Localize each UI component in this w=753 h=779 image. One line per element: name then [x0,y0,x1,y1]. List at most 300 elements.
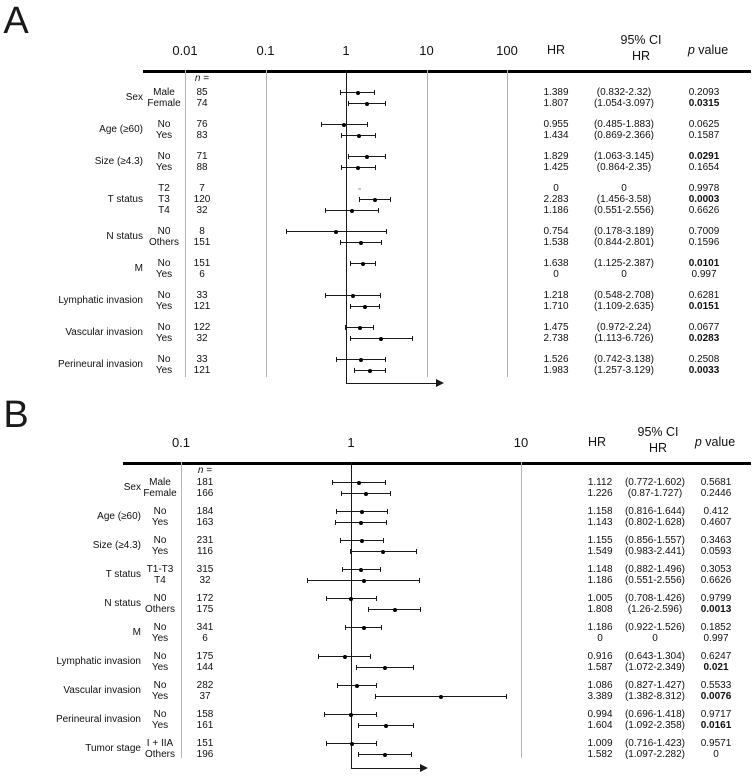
p-value: 0.1587 [688,129,720,141]
ci-cap-right [413,665,414,670]
ci-cap-right [419,578,420,583]
p-value: 0.0291 [688,150,720,162]
level-label: Male [149,476,171,488]
zero-hr-speck [358,188,361,190]
level-label: Yes [151,545,169,557]
p-value: 0.6247 [700,650,732,662]
hr-value: 1.158 [587,505,613,517]
ci-value: 0 [621,268,627,280]
p-value: 0.0315 [688,97,720,109]
p-value: 0.9571 [700,737,732,749]
n-value: 116 [197,545,213,557]
hr-value: 1.526 [543,353,569,365]
axis-tick-label: 1 [342,42,350,58]
ci-value: (0.844-2.801) [593,236,655,248]
p-value: 0.0101 [688,257,720,269]
hr-value: 2.283 [543,193,569,205]
n-value: 88 [196,161,208,173]
n-value: 122 [193,321,211,333]
hr-value: 1.218 [543,289,569,301]
ci-value: (0.832-2.32) [596,86,652,98]
hr-value: 1.186 [543,204,569,216]
ci-cap-left [350,261,351,266]
ci-value: (0.864-2.35) [596,161,652,173]
ci-cap-right [385,480,386,485]
ci-cap-left [350,304,351,309]
level-label: Others [144,748,175,760]
ci-value: (0.485-1.883) [593,118,655,130]
ci-value: (1.113-6.726) [594,332,654,344]
level-label: No [153,534,167,546]
hr-marker [349,713,353,717]
hr-marker [334,230,338,234]
ci-cap-right [416,549,417,554]
p-value: 0.997 [691,268,717,280]
n-value: 83 [196,129,208,141]
level-label: No [153,679,167,691]
hr-marker [360,510,364,514]
ci-value: (0.643-1.304) [624,650,686,662]
p-value: 0.9978 [688,182,720,194]
n-value: 144 [196,661,214,673]
level-label: Yes [155,129,173,141]
ci-value: (1.456-3.58) [596,193,652,205]
p-value: 0.2093 [688,86,720,98]
group-label: Vascular invasion [63,685,141,696]
hr-value: 1.186 [587,574,613,586]
ci-value: (0.87-1.727) [627,487,683,499]
axis-tick-label: 0.1 [171,434,191,450]
n-value: 172 [196,592,214,604]
ci-cap-left [368,607,369,612]
group-label: T status [105,569,141,580]
n-value: 181 [196,476,214,488]
ci-cap-right [390,197,391,202]
hr-marker [361,262,365,266]
hr-marker [362,626,366,630]
hr-marker [383,753,387,757]
p-value: 0.0003 [688,193,720,205]
ci-value: (0.869-2.366) [593,129,655,141]
n-value: 151 [193,257,211,269]
p-value: 0.0013 [700,603,732,615]
p-value: 0.0151 [688,300,720,312]
header-p-value-rest-part: value [701,434,736,449]
ci-cap-right [374,90,375,95]
ci-value: (1.063-3.145) [593,150,655,162]
group-label: Lymphatic invasion [58,295,143,306]
ci-value: (1.125-2.387) [593,257,655,269]
hr-value: 1.186 [587,621,613,633]
group-label: Perineural invasion [55,714,141,725]
p-value: 0.1596 [688,236,720,248]
hr-marker [439,695,443,699]
n-value: 175 [196,650,214,662]
p-value: 0.5533 [700,679,732,691]
hr-value: 1.155 [587,534,613,546]
ci-value: (0.802-1.628) [624,516,686,528]
ci-cap-right [506,694,507,699]
ci-cap-left [358,723,359,728]
hr-marker [393,608,397,612]
p-value: 0.9799 [700,592,732,604]
header-ci-line1: 95% CI [620,32,662,47]
hr-marker [384,724,388,728]
p-value: 0.6626 [688,204,720,216]
hr-value: 1.425 [543,161,569,173]
hr-marker [360,539,364,543]
ci-cap-right [385,101,386,106]
gridline [507,70,508,377]
level-label: No [157,257,171,269]
group-label: Vascular invasion [65,327,143,338]
header-p-value-italic-part: p [694,434,702,449]
ci-cap-left [356,665,357,670]
hr-value: 1.638 [543,257,569,269]
header-p-value [663,42,753,59]
hr-marker [359,568,363,572]
ci-cap-left [348,101,349,106]
ci-cap-left [336,357,337,362]
hr-value: 1.005 [587,592,613,604]
hr-marker [362,579,366,583]
p-value: 0.0625 [688,118,720,130]
level-label: T3 [158,193,170,205]
n-value: 76 [196,118,208,130]
n-value: 175 [196,603,214,615]
level-label: No [157,150,171,162]
p-value: 0.997 [703,632,729,644]
hr-value: 3.389 [587,690,613,702]
header-ci-line1: 95% CI [637,424,679,439]
hr-marker [357,481,361,485]
level-label: N0 [157,225,171,237]
ci-cap-left [350,336,351,341]
hr-marker [365,155,369,159]
level-label: I + IIA [146,737,174,749]
ci-value: (0.716-1.423) [624,737,686,749]
p-value: 0.0283 [688,332,720,344]
n-value: 6 [199,268,205,280]
hr-value: 1.808 [587,603,613,615]
level-label: Yes [151,632,169,644]
hr-marker [359,521,363,525]
ci-value: (0.708-1.426) [624,592,686,604]
ci-cap-left [348,154,349,159]
group-label: Sex [123,482,141,493]
ci-cap-right [386,520,387,525]
ci-cap-right [375,133,376,138]
gridline [266,70,267,377]
ci-cap-right [381,240,382,245]
n-value: 196 [196,748,214,760]
ci-cap-left [326,596,327,601]
p-value: 0.0076 [700,690,732,702]
group-label: Lymphatic invasion [56,656,141,667]
n-value: 282 [196,679,214,691]
level-label: No [153,708,167,720]
hr-marker [358,326,362,330]
p-value: 0.0677 [688,321,720,333]
ci-cap-right [375,165,376,170]
ci-cap-left [341,491,342,496]
hr-value: 1.086 [587,679,613,691]
ci-cap-right [386,229,387,234]
ci-cap-right [367,122,368,127]
level-label: T4 [158,204,170,216]
ci-value: (0.816-1.644) [624,505,686,517]
header-p-value-italic-part: p [687,42,695,57]
ci-value: (0.696-1.418) [624,708,686,720]
level-label: Others [144,603,175,615]
ci-cap-left [354,368,355,373]
gridline [427,70,428,377]
hr-value: 1.143 [587,516,613,528]
hr-marker [379,337,383,341]
ci-cap-left [321,122,322,127]
hr-value: 1.475 [543,321,569,333]
n-value: 32 [199,574,211,586]
ci-cap-right [390,491,391,496]
p-value: 0.1654 [688,161,720,173]
hr-marker [363,305,367,309]
ci-cap-right [385,357,386,362]
hr-value: 1.389 [543,86,569,98]
ci-cap-right [412,336,413,341]
ci-cap-left [335,520,336,525]
n-value: 120 [193,193,211,205]
ci-value: (1.382-8.312) [624,690,686,702]
group-label: Perineural invasion [57,359,143,370]
ci-cap-left [325,208,326,213]
ci-cap-left [358,752,359,757]
hr-value: 1.226 [587,487,613,499]
level-label: Female [147,97,181,109]
group-label: N status [104,598,141,609]
ci-cap-right [385,368,386,373]
ci-value: (0.827-1.427) [624,679,686,691]
group-label: N status [106,231,143,242]
hr-value: 1.807 [543,97,569,109]
n-value: 121 [193,364,211,376]
level-label: Yes [155,332,173,344]
p-value: 0.4607 [700,516,732,528]
n-equals-label-italic-part: n [197,465,204,476]
ci-cap-right [379,304,380,309]
level-label: No [157,353,171,365]
axis-tick-label: 10 [513,434,529,450]
n-value: 33 [196,353,208,365]
hr-value: 0.994 [587,708,613,720]
ci-cap-left [340,538,341,543]
reference-line [351,462,352,768]
hr-marker [342,123,346,127]
group-label: T status [107,193,143,205]
hr-marker [356,166,360,170]
level-label: Others [148,236,179,248]
level-label: T4 [154,574,166,586]
n-value: 184 [196,505,214,517]
ci-cap-left [286,229,287,234]
ci-cap-left [375,694,376,699]
ci-cap-left [340,240,341,245]
p-value: 0.0593 [700,545,732,557]
axis-tick-label: 1 [347,434,355,450]
p-value: 0.1852 [700,621,732,633]
header-ci-line2: HR [648,440,668,455]
hr-value: 1.829 [543,150,569,162]
hr-value: 1.009 [587,737,613,749]
ci-cap-right [380,293,381,298]
ci-cap-left [340,90,341,95]
group-label: M [132,627,141,638]
ci-value: (0.178-3.189) [593,225,655,237]
hr-value: 0.955 [543,118,569,130]
ci-cap-left [326,741,327,746]
axis-arrow-head [436,379,444,387]
ci-cap-left [325,293,326,298]
ci-value: (1.072-2.349) [624,661,686,673]
ci-cap-right [375,261,376,266]
header-p-value [670,434,753,451]
ci-value: 0 [652,632,658,644]
p-value: 0.0033 [688,364,720,376]
ci-cap-left [342,567,343,572]
n-value: 151 [193,236,211,248]
ci-cap-left [341,165,342,170]
hr-value: 0 [597,632,603,644]
group-label: Size (≥4.3) [92,540,141,551]
n-value: 315 [196,563,214,575]
hr-marker [357,134,361,138]
n-value: 71 [196,150,208,162]
ci-value: (0.922-1.526) [624,621,686,633]
n-value: 6 [202,632,208,644]
panel-letter: A [3,0,29,42]
level-label: Yes [151,690,169,702]
hr-marker [365,102,369,106]
ci-value: (0.972-2.24) [596,321,652,333]
n-value: 161 [196,719,214,731]
n-value: 341 [196,621,214,633]
hr-marker [343,655,347,659]
p-value: 0.2508 [688,353,720,365]
ci-cap-right [383,538,384,543]
header-hr: HR [587,434,607,449]
axis-tick-label: 0.1 [256,42,275,58]
p-value: 0.3053 [700,563,732,575]
group-label: Age (≥60) [99,124,143,135]
hr-value: 1.983 [543,364,569,376]
group-label: Age (≥60) [97,511,141,522]
hr-value: 1.434 [543,129,569,141]
hr-value: 1.710 [543,300,569,312]
n-value: 8 [199,225,205,237]
level-label: No [157,321,171,333]
ci-cap-left [345,625,346,630]
p-value: 0.6281 [688,289,720,301]
p-value: 0.2446 [700,487,732,499]
level-label: No [153,505,167,517]
hr-value: 1.148 [587,563,613,575]
ci-value: (1.092-2.358) [624,719,686,731]
axis-arrow-line [351,768,420,770]
group-label: Tumor stage [85,743,141,754]
level-label: Male [153,86,175,98]
group-label: Sex [125,92,143,103]
ci-cap-right [376,741,377,746]
hr-marker [350,742,354,746]
level-label: Female [143,487,177,499]
p-value: 0.6626 [700,574,732,586]
ci-cap-right [380,567,381,572]
ci-cap-right [378,208,379,213]
ci-cap-left [359,197,360,202]
axis-tick-label: 0.01 [172,42,198,58]
n-value: 121 [193,300,211,312]
ci-cap-right [413,723,414,728]
level-label: Yes [155,161,173,173]
ci-value: (0.551-2.556) [624,574,686,586]
n-value: 37 [199,690,211,702]
hr-value: 1.549 [587,545,613,557]
ci-value: (1.257-3.129) [593,364,655,376]
ci-cap-right [381,625,382,630]
hr-marker [373,198,377,202]
ci-value: (0.772-1.602) [624,476,686,488]
p-value: 0.3463 [700,534,732,546]
p-value: 0.412 [703,505,729,517]
hr-marker [364,492,368,496]
axis-arrow-line [346,383,436,385]
ci-cap-right [376,683,377,688]
hr-marker [349,597,353,601]
ci-cap-left [345,325,346,330]
ci-value: (0.551-2.556) [593,204,655,216]
hr-marker [381,550,385,554]
n-value: 158 [196,708,214,720]
n-value: 151 [196,737,214,749]
hr-value: 1.604 [587,719,613,731]
ci-value: (0.983-2.441) [624,545,686,557]
hr-value: 2.738 [543,332,569,344]
group-label: M [134,263,143,274]
hr-marker [359,358,363,362]
n-equals-label-rest-part: = [200,73,210,84]
hr-marker [356,91,360,95]
p-value: 0.021 [703,661,729,673]
p-value: 0.5681 [700,476,732,488]
ci-cap-right [385,154,386,159]
level-label: Yes [155,364,173,376]
hr-marker [351,294,355,298]
level-label: No [157,118,171,130]
ci-cap-right [411,752,412,757]
ci-value: (0.882-1.496) [624,563,686,575]
n-value: 85 [196,86,208,98]
hr-marker [355,684,359,688]
p-value: 0.7009 [688,225,720,237]
ci-cap-right [373,325,374,330]
level-label: Yes [151,661,169,673]
group-label: Size (≥4.3) [94,156,143,167]
ci-value: (0.856-1.557) [624,534,686,546]
n-value: 32 [196,204,208,216]
axis-arrow-head [420,764,428,772]
axis-tick-label: 100 [496,42,518,58]
ci-value: (1.097-2.282) [624,748,686,760]
hr-value: 0.754 [543,225,569,237]
